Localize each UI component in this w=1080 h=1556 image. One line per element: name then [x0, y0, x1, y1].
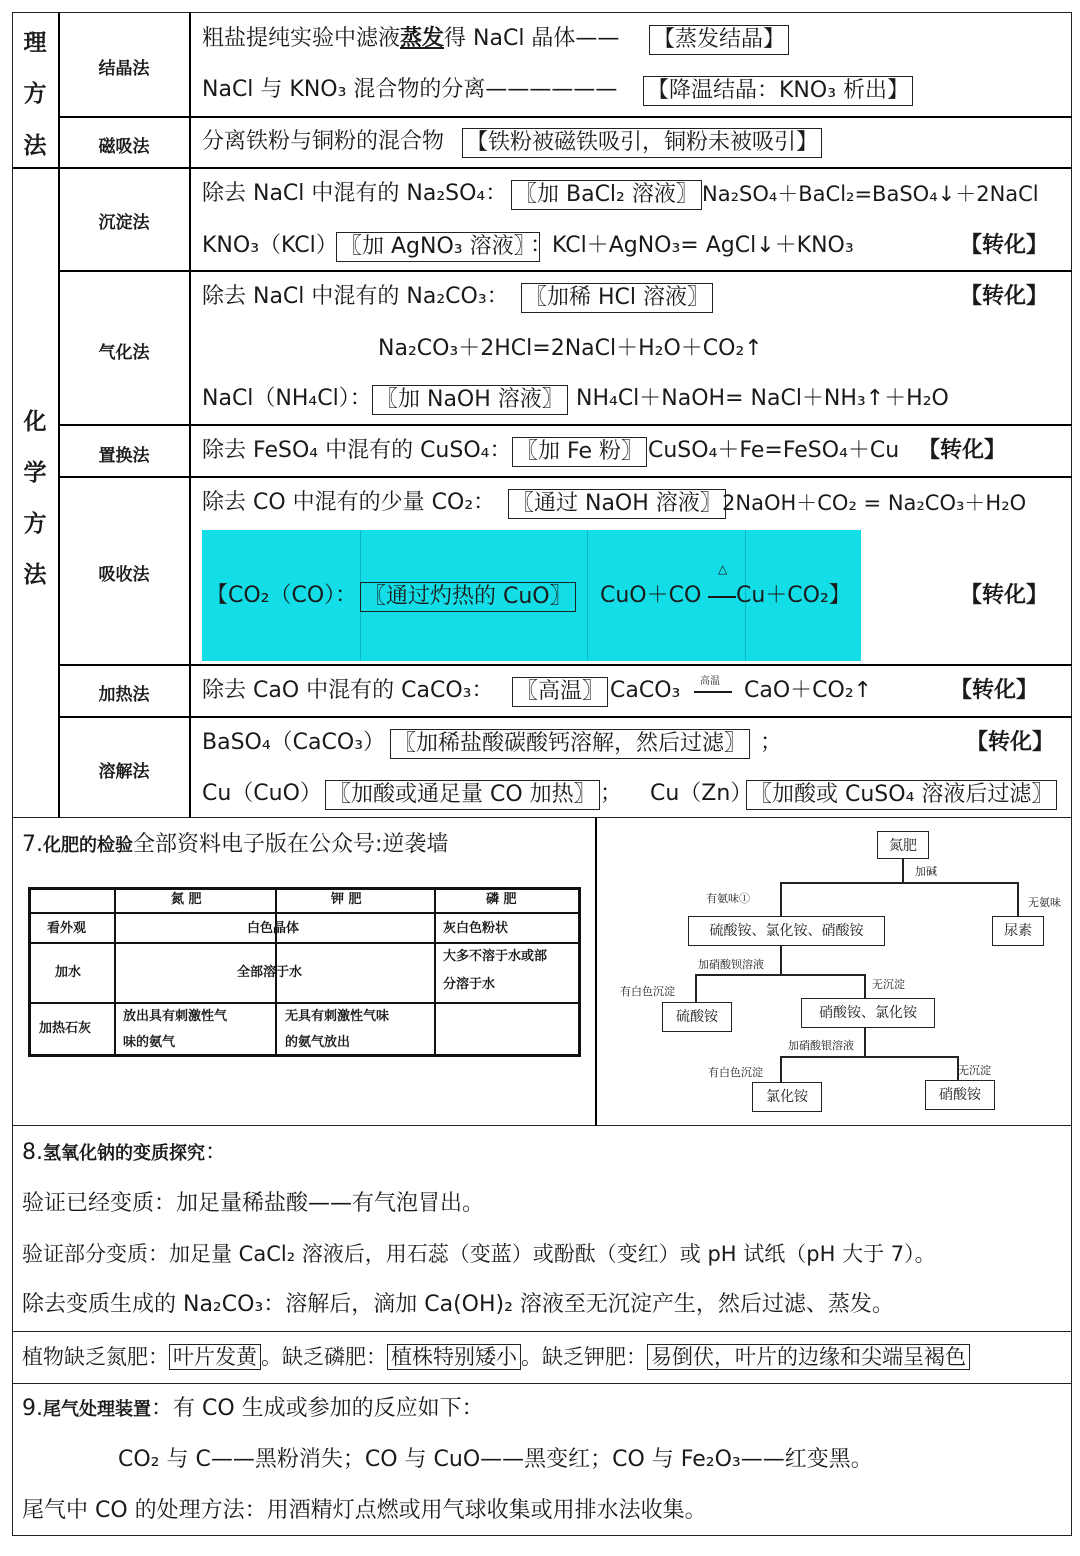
body-line: CO₂ 与 C——黑粉消失；CO 与 CuO——黑变红；CO 与 Fe₂O₃——红变黑。: [118, 1447, 873, 1472]
equation: CaO＋CO₂↑: [744, 678, 873, 703]
flow-label: 有氨味①: [706, 892, 750, 905]
table-cell: 的氨气放出: [285, 1035, 351, 1050]
side-label: 化: [23, 409, 47, 435]
flow-node: 硝酸铵: [925, 1080, 995, 1110]
side-label: 方: [23, 81, 47, 107]
table-cell: 全部溶于水: [237, 965, 303, 980]
row-text: ；: [760, 730, 783, 755]
answer-box: 〖加 NaOH 溶液〗: [372, 385, 568, 415]
reaction-condition: △: [718, 562, 728, 576]
answer-box: 〖通过灼热的 CuO〗: [360, 582, 576, 612]
table-cell: 加热石灰: [39, 1021, 92, 1036]
equation: Na₂CO₃＋2HCl=2NaCl＋H₂O＋CO₂↑: [378, 336, 763, 361]
flow-line: [780, 1056, 782, 1082]
grid-line: [58, 116, 1072, 118]
method-name: 溶解法: [98, 762, 150, 782]
answer-box: 〖加稀盐酸碳酸钙溶解，然后过滤〗: [390, 729, 750, 759]
body-line: 验证部分变质：加足量 CaCl₂ 溶液后，用石蕊（变蓝）或酚酞（变红）或 pH 试纸（pH 大于 7）。: [22, 1242, 936, 1266]
flow-label: 无沉淀: [872, 978, 905, 991]
highlight-divider: [587, 530, 588, 661]
reaction-condition: 高温: [700, 676, 720, 687]
grid-line: [58, 664, 1072, 666]
row-text: ；: [600, 781, 623, 806]
grid-line: [189, 12, 191, 818]
answer-box: 〖高温〗: [512, 677, 608, 707]
row-text: 除去 NaCl 中混有的 Na₂CO₃：: [202, 284, 509, 309]
row-text: BaSO₄（CaCO₃）: [202, 730, 386, 755]
row-text: 除去 CO 中混有的少量 CO₂：: [202, 490, 496, 515]
table-cell: 看外观: [47, 921, 87, 936]
flow-node: 硝酸铵、氯化铵: [801, 998, 935, 1028]
row-text: 除去 NaCl 中混有的 Na₂SO₄：: [202, 181, 508, 206]
equation: 2NaOH＋CO₂ = Na₂CO₃＋H₂O: [722, 491, 1027, 515]
flow-line: [780, 882, 1018, 884]
table-cell: 味的氨气: [123, 1035, 176, 1050]
row-text: 粗盐提纯实验中滤液蒸发得 NaCl 晶体——: [202, 26, 620, 51]
answer-box: 〖加 BaCl₂ 溶液〗: [511, 180, 702, 210]
row-text: NaCl 与 KNO₃ 混合物的分离——————: [202, 77, 618, 102]
flow-node: 氮肥: [877, 831, 929, 859]
flow-label: 加硝酸银溶液: [788, 1039, 854, 1052]
answer-box: 〖加酸或通足量 CO 加热〗: [325, 780, 600, 810]
grid-line: [58, 716, 1072, 718]
body-line: 验证已经变质：加足量稀盐酸——有气泡冒出。: [22, 1191, 485, 1216]
flow-line: [780, 946, 782, 974]
tag: 【转化】: [918, 438, 1007, 463]
method-name: 置换法: [98, 446, 150, 466]
row-text: NaCl（NH₄Cl）：: [202, 386, 372, 411]
method-name: 结晶法: [98, 59, 150, 79]
table-header: 氮 肥: [171, 892, 202, 907]
grid-line: [58, 270, 1072, 272]
flow-line: [780, 882, 782, 916]
method-name: 加热法: [98, 685, 150, 705]
row-text: 【CO₂（CO）：: [206, 583, 358, 608]
flow-node: 氯化铵: [752, 1082, 822, 1112]
tag: 【转化】: [960, 583, 1049, 608]
table-cell: 放出具有刺激性气: [123, 1009, 228, 1024]
method-name: 气化法: [98, 343, 150, 363]
answer-box: 【铁粉被磁铁吸引，铜粉未被吸引】: [462, 128, 822, 158]
equation: CuSO₄＋Fe=FeSO₄＋Cu: [648, 438, 900, 463]
side-label: 方: [23, 511, 47, 537]
row-text: 除去 CaO 中混有的 CaCO₃：: [202, 678, 494, 703]
table-cell: 分溶于水: [443, 977, 496, 992]
tag: 【转化】: [966, 730, 1055, 755]
answer-box: 〖加 AgNO₃ 溶液〗: [336, 232, 540, 262]
flow-line: [864, 974, 866, 998]
table-header: 磷 肥: [486, 892, 517, 907]
answer-box: 〖加 Fe 粉〗: [512, 437, 647, 467]
side-label: 理: [23, 30, 47, 56]
flow-line: [902, 859, 904, 883]
side-label: 法: [23, 133, 47, 159]
flow-label: 加硝酸钡溶液: [698, 958, 764, 971]
answer-box: 〖通过 NaOH 溶液〗: [508, 489, 726, 519]
answer-box: 【蒸发结晶】: [649, 25, 789, 55]
table-cell: 无具有刺激性气味: [285, 1009, 390, 1024]
flow-line: [864, 1028, 866, 1056]
method-name: 吸收法: [98, 565, 150, 585]
table-cell: 白色晶体: [247, 921, 300, 936]
body-line: 尾气中 CO 的处理方法：用酒精灯点燃或用气球收集或用排水法收集。: [22, 1498, 707, 1523]
row-text: 分离铁粉与铜粉的混合物: [202, 129, 445, 154]
row-text: 除去 FeSO₄ 中混有的 CuSO₄：: [202, 438, 512, 463]
equation: CaCO₃: [610, 678, 681, 703]
side-label: 学: [23, 460, 47, 486]
body-line: 植物缺乏氮肥： 叶片发黄 。缺乏磷肥： 植株特别矮小 。缺乏钾肥： 易倒伏，叶片的边缘和尖端呈褐色: [22, 1343, 970, 1371]
equation: CuO＋CO: [600, 583, 702, 608]
table-cell: 大多不溶于水或部: [443, 949, 548, 964]
flow-node: 硫酸铵、氯化铵、硝酸铵: [688, 916, 885, 946]
flow-node: 硫酸铵: [662, 1002, 732, 1032]
table-cell: 加水: [55, 965, 82, 980]
row-text: KNO₃（KCl）: [202, 233, 338, 258]
answer-box: 〖加酸或 CuSO₄ 溶液后过滤〗: [746, 780, 1057, 810]
answer-box: 〖加稀 HCl 溶液〗: [521, 283, 713, 313]
row-text: Cu（Zn）: [650, 781, 753, 806]
reaction-bar: [708, 596, 736, 598]
flow-label: 无氨味: [1028, 896, 1061, 909]
flow-label: 加碱: [915, 865, 937, 878]
answer-box: 【降温结晶：KNO₃ 析出】: [643, 76, 913, 106]
side-label: 法: [23, 562, 47, 588]
body-line: 除去变质生成的 Na₂CO₃：溶解后，滴加 Ca(OH)₂ 溶液至无沉淀产生，然后过滤、蒸发。: [22, 1292, 894, 1317]
flow-line: [695, 974, 697, 1002]
grid-line: [12, 167, 1072, 169]
flow-label: 有白色沉淀: [708, 1066, 763, 1079]
grid-line: [58, 476, 1072, 478]
table-cell: 灰白色粉状: [443, 921, 509, 936]
row-text: Cu（CuO）: [202, 781, 322, 806]
flow-label: 无沉淀: [958, 1064, 991, 1077]
flow-line: [780, 1056, 958, 1058]
table-header: 钾 肥: [331, 892, 362, 907]
section-title: 7.化肥的检验全部资料电子版在公众号:逆袭墙: [22, 832, 449, 857]
section-title: 8.氢氧化钠的变质探究：: [22, 1140, 228, 1165]
equation: Cu＋CO₂】: [736, 583, 851, 608]
section-divider: [595, 818, 597, 1126]
equation: NH₄Cl＋NaOH= NaCl＋NH₃↑＋H₂O: [576, 386, 949, 411]
section-title: 9.尾气处理装置：有 CO 生成或参加的反应如下：: [22, 1396, 484, 1421]
equation: Na₂SO₄＋BaCl₂=BaSO₄↓＋2NaCl: [702, 182, 1039, 206]
method-name: 沉淀法: [98, 213, 150, 233]
tag: 【转化】: [960, 284, 1049, 309]
method-name: 磁吸法: [98, 137, 150, 157]
flow-node: 尿素: [992, 916, 1044, 946]
fertilizer-table: [28, 887, 581, 1057]
reaction-bar: [694, 691, 732, 693]
flow-label: 有白色沉淀: [620, 985, 675, 998]
flow-line: [695, 974, 865, 976]
flow-line: [1017, 882, 1019, 916]
tag: 【转化】: [950, 678, 1039, 703]
grid-line: [58, 424, 1072, 426]
tag: 【转化】: [960, 233, 1049, 258]
equation: ：KCl＋AgNO₃= AgCl↓＋KNO₃: [530, 233, 854, 258]
